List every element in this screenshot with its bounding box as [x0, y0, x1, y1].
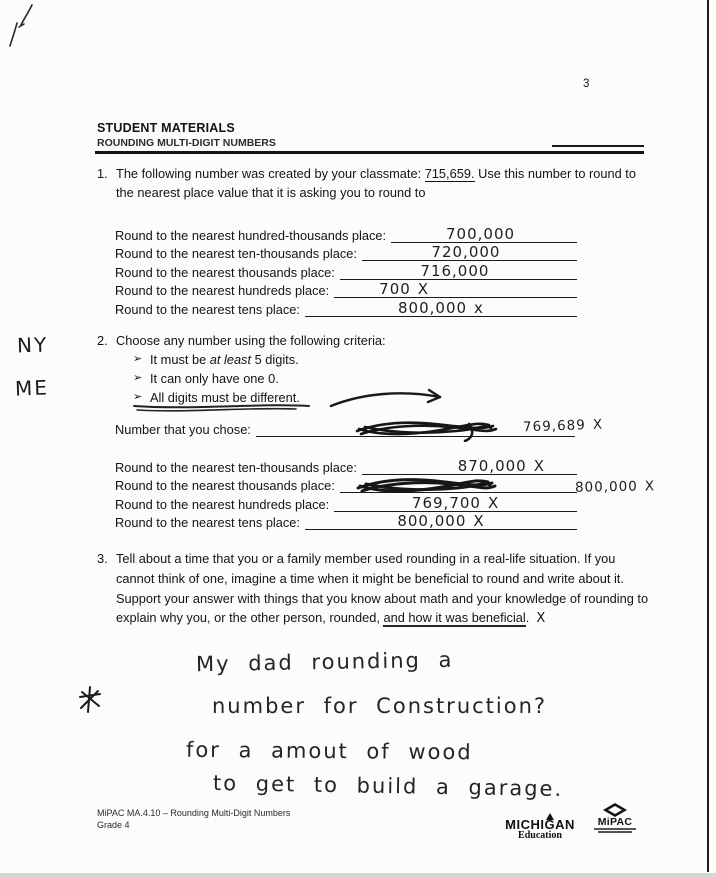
answer-row — [115, 512, 577, 531]
row-label: Round to the nearest thousands place: — [115, 264, 335, 280]
michigan-education-logo — [497, 813, 583, 841]
hand-arrow-mark — [328, 387, 453, 413]
row-label: Round to the nearest tens place: — [115, 301, 300, 317]
handwritten-answer: 870,000 X — [457, 456, 545, 475]
question-3 — [97, 549, 649, 629]
handwritten-answer: 700,000 — [446, 224, 516, 243]
handwritten-answer: 716,000 — [420, 261, 490, 280]
row-label: Round to the nearest tens place: — [115, 515, 300, 531]
michigan-logo-title: MICHIGAN — [505, 817, 575, 832]
scan-bottom-artifact — [0, 873, 716, 878]
pen-mark-corner — [2, 2, 44, 54]
chosen-number-label: Number that you chose: — [115, 422, 251, 437]
answer-row — [115, 456, 577, 475]
answer-row — [115, 243, 577, 262]
answer-line — [340, 262, 577, 280]
document-subtitle: ROUNDING MULTI-DIGIT NUMBERS — [97, 137, 276, 149]
row-label: Round to the nearest ten-thousands place: — [115, 246, 357, 262]
handwritten-response-line-3: for a amout of wood — [185, 737, 473, 765]
question-2 — [97, 332, 645, 351]
chosen-number-row — [115, 416, 604, 437]
hand-underlined-phrase: and how it was beneficial — [383, 610, 526, 626]
header-rule — [95, 151, 644, 154]
arrow-bullet-icon: ➢ — [133, 372, 143, 384]
handwritten-response-line-1: My dad rounding a — [195, 647, 454, 677]
hand-underline-mark — [131, 401, 313, 413]
classmate-number: 715,659. — [424, 166, 475, 181]
mipac-logo-title: MiPAC — [597, 816, 633, 828]
answer-line — [334, 494, 577, 512]
handwritten-answer: 769,700 X — [411, 493, 500, 512]
answer-line — [305, 512, 577, 530]
footer-grade: Grade 4 — [97, 820, 130, 830]
bullet-2-text: It can only have one 0. — [150, 371, 279, 386]
question-2-number: 2. — [97, 333, 108, 348]
answer-row — [115, 261, 577, 280]
scribble-mark — [351, 416, 503, 442]
question-1-text: The following number was created by your classmate: 715,659. Use this number to round to the nearest place value that it is asking you to round to — [116, 166, 636, 200]
answer-line — [362, 457, 577, 475]
mipac-logo-diamond-icon — [602, 803, 628, 817]
bullet-3-text: All digits must be different. — [150, 390, 300, 405]
row-label: Round to the nearest thousands place: — [115, 478, 335, 494]
question-1-number: 1. — [97, 166, 108, 181]
answer-row — [115, 298, 577, 317]
row-label: Round to the nearest hundred-thousands place: — [115, 227, 387, 243]
handwritten-response-line-4: to get to build a garage. — [212, 770, 564, 802]
question-2-text: Choose any number using the following criteria: — [116, 333, 386, 348]
scan-line-artifact — [552, 145, 644, 147]
answer-line — [391, 225, 577, 243]
question-1 — [97, 165, 645, 202]
grading-x-mark: X — [536, 611, 546, 627]
mipac-logo — [590, 803, 640, 834]
answer-line — [305, 299, 577, 317]
row-label: Round to the nearest ten-thousands place: — [115, 459, 357, 475]
arrow-bullet-icon: ➢ — [133, 391, 143, 403]
answer-row — [115, 280, 577, 299]
question-3-text: Tell about a time that you or a family member used rounding in a real-life situation. If you cannot think of one, imagine a time when it might be beneficial to round and write about it. Support your answer with things that you know about math and your knowledge of rounding to explain why you, or the other person, rounded, and how it was beneficial. X — [116, 551, 649, 627]
footer-course-code: MiPAC MA.4.10 – Rounding Multi-Digit Numbers — [97, 808, 291, 818]
margin-note-ny: NY — [16, 332, 49, 358]
mipac-logo-tagline — [598, 831, 632, 833]
row-label: Round to the nearest hundreds place: — [115, 283, 330, 299]
mipac-logo-tagline — [594, 828, 636, 830]
handwritten-chosen-number: 769,689 X — [522, 416, 604, 436]
answer-row — [115, 224, 577, 243]
answer-line — [334, 280, 577, 298]
handwritten-answer: 720,000 — [431, 243, 501, 262]
question-1-answer-rows — [115, 224, 577, 317]
handwritten-answer: 800,000 X — [397, 512, 485, 531]
star-annotation-mark — [76, 684, 104, 716]
answer-row — [115, 475, 656, 496]
handwritten-answer: 700 X — [379, 280, 430, 299]
criteria-bullet-1 — [133, 352, 299, 367]
scan-edge-artifact — [707, 0, 709, 872]
answer-line — [256, 416, 604, 437]
answer-line — [340, 475, 656, 496]
criteria-bullet-2 — [133, 371, 279, 386]
michigan-logo-subtitle: Education — [518, 830, 562, 841]
margin-note-me: ME — [14, 375, 50, 401]
handwritten-answer: 800,000 X — [574, 478, 656, 496]
answer-row — [115, 493, 577, 512]
question-3-number: 3. — [97, 551, 108, 566]
answer-line — [362, 243, 577, 261]
arrow-bullet-icon: ➢ — [133, 353, 143, 365]
handwritten-answer: 800,000 x — [398, 298, 484, 317]
question-2-answer-rows — [115, 456, 656, 531]
document-title: STUDENT MATERIALS — [97, 121, 235, 135]
bullet-1-text: It must be at least 5 digits. — [150, 352, 299, 367]
handwritten-response-line-2: number for Construction? — [212, 694, 548, 718]
page-number: 3 — [583, 78, 590, 90]
row-label: Round to the nearest hundreds place: — [115, 496, 330, 512]
